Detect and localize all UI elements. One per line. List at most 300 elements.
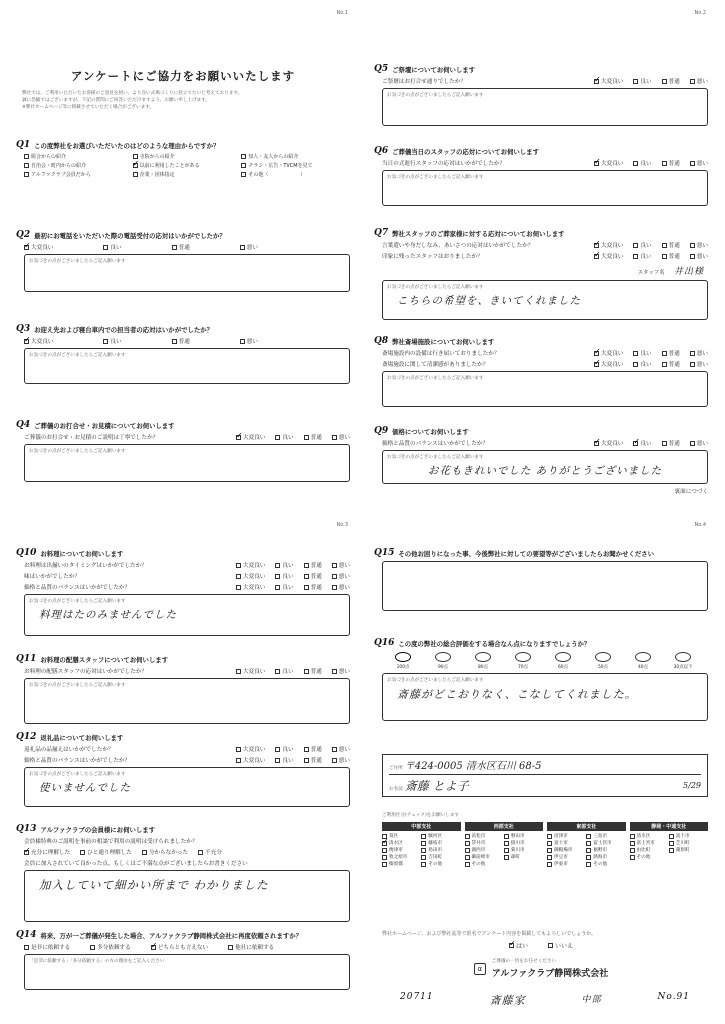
- checkbox[interactable]: [240, 245, 245, 250]
- question-number: Q5: [374, 64, 389, 74]
- checkbox[interactable]: [80, 850, 85, 855]
- checkbox[interactable]: [690, 441, 695, 446]
- checkbox[interactable]: [690, 254, 695, 259]
- q13-option[interactable]: [142, 848, 188, 856]
- checkbox[interactable]: [228, 945, 233, 950]
- checkbox[interactable]: [24, 245, 29, 250]
- checkbox[interactable]: [24, 850, 29, 855]
- checkbox[interactable]: [172, 339, 177, 344]
- checkbox[interactable]: [90, 945, 95, 950]
- checkbox[interactable]: [509, 943, 514, 948]
- checkbox[interactable]: [332, 435, 337, 440]
- checkbox[interactable]: [690, 243, 695, 248]
- q11-option[interactable]: [332, 667, 350, 675]
- checkbox[interactable]: [382, 855, 387, 860]
- checkbox[interactable]: [332, 758, 337, 763]
- question-q12: [16, 732, 350, 807]
- area-option[interactable]: [586, 847, 625, 853]
- q1-option[interactable]: [24, 162, 133, 169]
- q10-option[interactable]: [236, 561, 265, 569]
- checkbox[interactable]: [504, 834, 509, 839]
- checkbox[interactable]: [275, 669, 280, 674]
- q12-option[interactable]: [236, 745, 265, 753]
- rating-option[interactable]: [666, 652, 700, 670]
- checkbox[interactable]: [275, 563, 280, 568]
- checkbox[interactable]: [465, 862, 470, 867]
- q8-option[interactable]: [690, 360, 708, 368]
- address-box[interactable]: [382, 754, 708, 797]
- area-option[interactable]: [421, 847, 460, 853]
- checkbox[interactable]: [275, 585, 280, 590]
- q12-option[interactable]: [304, 745, 322, 753]
- option-label: 大変良い: [601, 161, 624, 167]
- areas-title: ご利用区分(チェック)をお願いします: [382, 813, 459, 818]
- checkbox[interactable]: [586, 848, 591, 853]
- q2-option[interactable]: [240, 243, 258, 251]
- checkbox[interactable]: [304, 747, 309, 752]
- q8-comment-box[interactable]: [382, 371, 708, 407]
- checkbox[interactable]: [547, 855, 552, 860]
- q8-option[interactable]: [594, 360, 623, 368]
- checkbox[interactable]: [594, 441, 599, 446]
- area-option[interactable]: [382, 847, 421, 853]
- checkbox[interactable]: [236, 669, 241, 674]
- question-sub: 当日の式進行スタッフの応対はいかがでしたか？: [382, 161, 506, 167]
- checkbox[interactable]: [633, 362, 638, 367]
- checkbox[interactable]: [669, 841, 674, 846]
- q10-option[interactable]: [275, 583, 293, 591]
- checkbox[interactable]: [332, 669, 337, 674]
- checkbox[interactable]: [24, 154, 29, 159]
- rating-circle[interactable]: [675, 652, 691, 662]
- area-option[interactable]: [465, 861, 504, 867]
- q14-comment-box[interactable]: [24, 954, 350, 990]
- checkbox[interactable]: [421, 834, 426, 839]
- q4-option[interactable]: [275, 433, 293, 441]
- area-option[interactable]: [630, 833, 669, 839]
- q9-option[interactable]: [662, 439, 680, 447]
- checkbox[interactable]: [421, 855, 426, 860]
- checkbox[interactable]: [547, 862, 552, 867]
- q10-option[interactable]: [236, 583, 265, 591]
- checkbox[interactable]: [586, 855, 591, 860]
- area-option[interactable]: [630, 840, 669, 846]
- checkbox[interactable]: [662, 362, 667, 367]
- q14-option[interactable]: [151, 943, 208, 951]
- area-option[interactable]: [421, 861, 460, 867]
- checkbox[interactable]: [594, 351, 599, 356]
- checkbox[interactable]: [24, 339, 29, 344]
- checkbox[interactable]: [630, 848, 635, 853]
- question-title: ご祭壇についてお伺いします: [392, 65, 476, 74]
- checkbox[interactable]: [304, 574, 309, 579]
- checkbox[interactable]: [304, 563, 309, 568]
- q11-comment-box[interactable]: [24, 678, 350, 724]
- rating-circle[interactable]: [475, 652, 491, 662]
- checkbox[interactable]: [662, 243, 667, 248]
- q8-option[interactable]: [662, 360, 680, 368]
- checkbox[interactable]: [465, 848, 470, 853]
- option-label: 悪い: [696, 351, 708, 357]
- question-title: お迎え先および寝台車内での担当者の応対はいかがでしたか？: [34, 325, 214, 334]
- q10-comment-box[interactable]: [24, 594, 350, 636]
- area-option[interactable]: [547, 847, 586, 853]
- checkbox[interactable]: [304, 758, 309, 763]
- checkbox[interactable]: [662, 254, 667, 259]
- q9-option[interactable]: [690, 439, 708, 447]
- q12-option[interactable]: [332, 745, 350, 753]
- checkbox[interactable]: [547, 841, 552, 846]
- checkbox[interactable]: [241, 154, 246, 159]
- rating-option[interactable]: [466, 652, 500, 670]
- rating-circle[interactable]: [435, 652, 451, 662]
- q11-option[interactable]: [236, 667, 265, 675]
- area-option[interactable]: [630, 847, 669, 853]
- checkbox[interactable]: [662, 351, 667, 356]
- checkbox[interactable]: [465, 855, 470, 860]
- checkbox[interactable]: [382, 848, 387, 853]
- rating-option[interactable]: [586, 652, 620, 670]
- checkbox[interactable]: [630, 855, 635, 860]
- q4-option[interactable]: [236, 433, 265, 441]
- area-option[interactable]: [547, 861, 586, 867]
- checkbox[interactable]: [236, 435, 241, 440]
- q1-option[interactable]: [24, 171, 133, 178]
- area-option[interactable]: [504, 854, 543, 860]
- area-option[interactable]: [547, 840, 586, 846]
- q8-option[interactable]: [690, 349, 708, 357]
- checkbox[interactable]: [586, 834, 591, 839]
- q6-option[interactable]: [633, 159, 651, 167]
- area-option[interactable]: [586, 840, 625, 846]
- checkbox[interactable]: [133, 172, 138, 177]
- checkbox[interactable]: [465, 841, 470, 846]
- checkbox[interactable]: [594, 254, 599, 259]
- q5-option[interactable]: [594, 77, 623, 85]
- checkbox[interactable]: [275, 435, 280, 440]
- checkbox[interactable]: [198, 850, 203, 855]
- q1-option[interactable]: [241, 162, 350, 169]
- checkbox[interactable]: [504, 848, 509, 853]
- q5-option[interactable]: [662, 77, 680, 85]
- option-label: 悪い: [338, 758, 350, 764]
- q12-option[interactable]: [275, 756, 293, 764]
- checkbox[interactable]: [275, 747, 280, 752]
- area-head: 中部支社: [382, 822, 461, 831]
- area-option[interactable]: [669, 847, 708, 853]
- q6-option[interactable]: [690, 159, 708, 167]
- checkbox[interactable]: [690, 79, 695, 84]
- checkbox[interactable]: [332, 585, 337, 590]
- rating-circle[interactable]: [595, 652, 611, 662]
- checkbox[interactable]: [172, 245, 177, 250]
- q9-option[interactable]: [594, 439, 623, 447]
- rating-circle[interactable]: [555, 652, 571, 662]
- checkbox[interactable]: [236, 585, 241, 590]
- rating-label: 90点: [438, 665, 448, 670]
- q13-option[interactable]: [198, 848, 222, 856]
- checkbox[interactable]: [662, 161, 667, 166]
- question-title: その他お困りになった事、今後弊社に対しての要望等がございましたらお聞かせください: [398, 549, 654, 558]
- q3-option[interactable]: [103, 337, 121, 345]
- q10-option[interactable]: [304, 561, 322, 569]
- checkbox[interactable]: [633, 243, 638, 248]
- checkbox[interactable]: [421, 848, 426, 853]
- checkbox[interactable]: [662, 441, 667, 446]
- checkbox[interactable]: [586, 862, 591, 867]
- checkbox[interactable]: [547, 834, 552, 839]
- area-option[interactable]: [504, 840, 543, 846]
- checkbox[interactable]: [382, 841, 387, 846]
- area-head: 西部支社: [465, 822, 544, 831]
- checkbox[interactable]: [633, 79, 638, 84]
- area-option[interactable]: [421, 854, 460, 860]
- checkbox[interactable]: [669, 848, 674, 853]
- checkbox[interactable]: [24, 945, 29, 950]
- q6-option[interactable]: [594, 159, 623, 167]
- q15-comment-box[interactable]: [382, 561, 708, 611]
- area-option[interactable]: [504, 833, 543, 839]
- area-option[interactable]: [586, 854, 625, 860]
- rating-option[interactable]: [386, 652, 420, 670]
- area-option[interactable]: [630, 854, 669, 860]
- q13-option[interactable]: [24, 848, 70, 856]
- checkbox[interactable]: [633, 441, 638, 446]
- q3-option[interactable]: [172, 337, 190, 345]
- checkbox[interactable]: [662, 79, 667, 84]
- area-option[interactable]: [421, 833, 460, 839]
- checkbox[interactable]: [504, 841, 509, 846]
- area-label: 伊豆市: [554, 855, 568, 860]
- q2-comment-box[interactable]: [24, 254, 350, 292]
- q14-option[interactable]: [228, 943, 274, 951]
- checkbox[interactable]: [241, 163, 246, 168]
- q4-option[interactable]: [304, 433, 322, 441]
- q16-comment-box[interactable]: [382, 673, 708, 721]
- q5-comment-box[interactable]: [382, 88, 708, 126]
- area-option[interactable]: [669, 833, 708, 839]
- checkbox[interactable]: [275, 574, 280, 579]
- q1-option[interactable]: [24, 153, 133, 160]
- q8-option[interactable]: [662, 349, 680, 357]
- q14-option[interactable]: [24, 943, 70, 951]
- q13-comment-box[interactable]: [24, 870, 350, 922]
- question-title: 価格についてお伺いします: [392, 427, 469, 436]
- question-number: Q1: [16, 140, 31, 150]
- checkbox[interactable]: [594, 161, 599, 166]
- checkbox[interactable]: [304, 435, 309, 440]
- q11-option[interactable]: [304, 667, 322, 675]
- q1-option[interactable]: その他（ ）: [241, 171, 350, 178]
- q2-option[interactable]: [172, 243, 190, 251]
- option-label: 良い: [282, 585, 294, 591]
- q12-option[interactable]: [304, 756, 322, 764]
- q7-option[interactable]: [633, 252, 651, 260]
- q7-option[interactable]: [633, 241, 651, 249]
- option-label: チラシ・広告・TVCMを見て: [248, 163, 313, 169]
- address-section: [374, 750, 708, 797]
- q1-option[interactable]: [241, 153, 350, 160]
- area-option[interactable]: [465, 854, 504, 860]
- q9-option[interactable]: [633, 439, 651, 447]
- checkbox[interactable]: [421, 862, 426, 867]
- rating-option[interactable]: [546, 652, 580, 670]
- checkbox[interactable]: [465, 834, 470, 839]
- checkbox[interactable]: [586, 841, 591, 846]
- checkbox[interactable]: [103, 245, 108, 250]
- checkbox[interactable]: [236, 574, 241, 579]
- checkbox[interactable]: [690, 161, 695, 166]
- option-label: 悪い: [246, 245, 258, 251]
- rating-option[interactable]: [506, 652, 540, 670]
- area-option[interactable]: [465, 840, 504, 846]
- q10-option[interactable]: [275, 572, 293, 580]
- rating-circle[interactable]: [635, 652, 651, 662]
- q5-option[interactable]: [633, 77, 651, 85]
- q8-option[interactable]: [633, 349, 651, 357]
- q7-option[interactable]: [662, 252, 680, 260]
- checkbox[interactable]: [103, 339, 108, 344]
- option-label: 大変良い: [243, 435, 266, 441]
- checkbox[interactable]: [504, 855, 509, 860]
- checkbox[interactable]: [236, 563, 241, 568]
- checkbox[interactable]: [421, 841, 426, 846]
- q7-option[interactable]: [690, 241, 708, 249]
- option-label: 悪い: [338, 747, 350, 753]
- area-option[interactable]: [586, 861, 625, 867]
- checkbox[interactable]: [332, 563, 337, 568]
- area-option[interactable]: [465, 847, 504, 853]
- checkbox[interactable]: [24, 172, 29, 177]
- q6-option[interactable]: [662, 159, 680, 167]
- checkbox[interactable]: [275, 758, 280, 763]
- q12-comment-box[interactable]: [24, 767, 350, 807]
- checkbox[interactable]: [594, 362, 599, 367]
- question-q10: [16, 548, 350, 636]
- area-option[interactable]: [547, 854, 586, 860]
- q10-option[interactable]: [332, 572, 350, 580]
- checkbox[interactable]: [594, 79, 599, 84]
- checkbox[interactable]: [304, 669, 309, 674]
- checkbox[interactable]: [24, 163, 29, 168]
- question-number: Q7: [374, 228, 389, 238]
- checkbox[interactable]: [690, 351, 695, 356]
- area-option[interactable]: [547, 833, 586, 839]
- q12-option[interactable]: [332, 756, 350, 764]
- permission-option[interactable]: [548, 941, 573, 950]
- area-label: 湖西市: [471, 848, 486, 853]
- checkbox[interactable]: [630, 834, 635, 839]
- area-option[interactable]: [382, 854, 421, 860]
- checkbox[interactable]: [236, 747, 241, 752]
- rating-option[interactable]: [426, 652, 460, 670]
- q12-option[interactable]: [236, 756, 265, 764]
- rating-circle[interactable]: [515, 652, 531, 662]
- question-number: Q16: [374, 638, 395, 648]
- q3-option[interactable]: [24, 337, 53, 345]
- q7-option[interactable]: [594, 241, 623, 249]
- checkbox[interactable]: [630, 841, 635, 846]
- checkbox[interactable]: [548, 943, 553, 948]
- q8-option[interactable]: [594, 349, 623, 357]
- q10-option[interactable]: [236, 572, 265, 580]
- q10-option[interactable]: [304, 583, 322, 591]
- checkbox[interactable]: [332, 747, 337, 752]
- q7-option[interactable]: [690, 252, 708, 260]
- checkbox[interactable]: [241, 172, 246, 177]
- q14-option[interactable]: [90, 943, 131, 951]
- area-option[interactable]: [382, 840, 421, 846]
- q1-option[interactable]: [133, 162, 242, 169]
- area-option[interactable]: [504, 847, 543, 853]
- checkbox[interactable]: [382, 862, 387, 867]
- rating-option[interactable]: [626, 652, 660, 670]
- option-label: 自治会・町内からの紹介: [31, 163, 87, 169]
- checkbox[interactable]: [633, 351, 638, 356]
- q5-option[interactable]: [690, 77, 708, 85]
- address-caption: ご住所: [389, 766, 403, 771]
- checkbox[interactable]: [594, 243, 599, 248]
- checkbox[interactable]: [142, 850, 147, 855]
- option-label: 組合からの紹介: [31, 154, 67, 160]
- option-label: 大変良い: [601, 362, 624, 368]
- q1-option[interactable]: [133, 171, 242, 178]
- q2-option[interactable]: [103, 243, 121, 251]
- q11-option[interactable]: [275, 667, 293, 675]
- q10-option[interactable]: [332, 561, 350, 569]
- checkbox[interactable]: [547, 848, 552, 853]
- option-label: 良い: [640, 79, 652, 85]
- permission-option[interactable]: [509, 941, 528, 950]
- checkbox[interactable]: [690, 362, 695, 367]
- checkbox[interactable]: [304, 585, 309, 590]
- checkbox[interactable]: [240, 339, 245, 344]
- q7-option[interactable]: [662, 241, 680, 249]
- q13-option[interactable]: [80, 848, 132, 856]
- area-option[interactable]: [421, 840, 460, 846]
- q8-option[interactable]: [633, 360, 651, 368]
- q9-comment-box[interactable]: [382, 450, 708, 484]
- q10-option[interactable]: [275, 561, 293, 569]
- q8-options-2: [594, 360, 708, 368]
- option-label: 普通: [310, 563, 322, 569]
- q7-option[interactable]: [594, 252, 623, 260]
- q6-comment-box[interactable]: [382, 170, 708, 206]
- checkbox[interactable]: [633, 254, 638, 259]
- q2-option[interactable]: [24, 243, 53, 251]
- area-option[interactable]: [382, 861, 421, 867]
- q7-comment-box[interactable]: [382, 280, 708, 320]
- area-option[interactable]: [586, 833, 625, 839]
- checkbox[interactable]: [669, 834, 674, 839]
- q4-comment-box[interactable]: [24, 444, 350, 482]
- q1-option[interactable]: [133, 153, 242, 160]
- checkbox[interactable]: [633, 161, 638, 166]
- checkbox[interactable]: [236, 758, 241, 763]
- q12-option[interactable]: [275, 745, 293, 753]
- rating-circle[interactable]: [395, 652, 411, 662]
- checkbox[interactable]: [332, 574, 337, 579]
- area-option[interactable]: [465, 833, 504, 839]
- checkbox[interactable]: [151, 945, 156, 950]
- q10-option[interactable]: [332, 583, 350, 591]
- q10-option[interactable]: [304, 572, 322, 580]
- q3-comment-box[interactable]: [24, 348, 350, 384]
- q3-option[interactable]: [240, 337, 258, 345]
- q4-option[interactable]: [332, 433, 350, 441]
- area-option[interactable]: [669, 840, 708, 846]
- checkbox[interactable]: [133, 163, 138, 168]
